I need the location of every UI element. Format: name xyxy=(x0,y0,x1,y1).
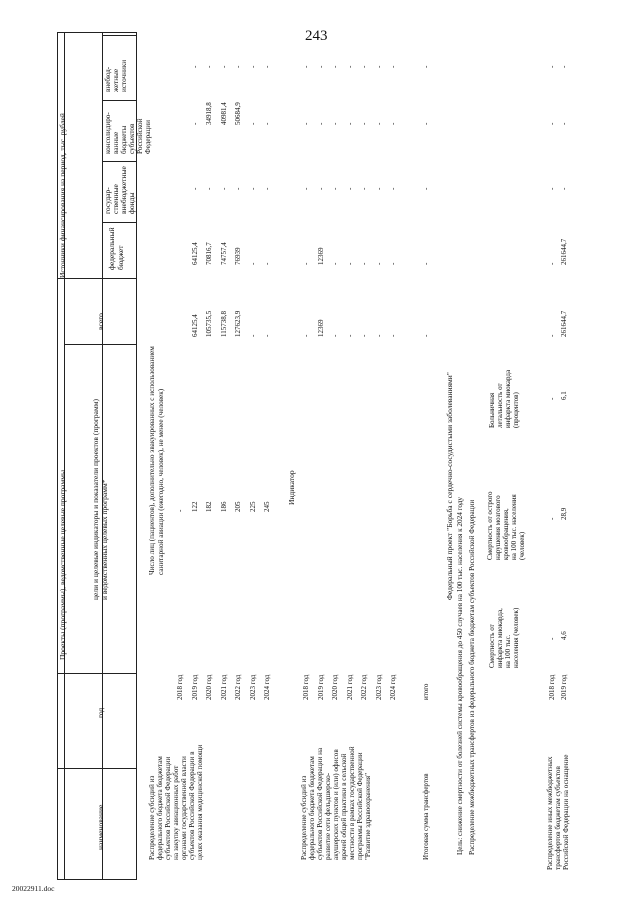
subindicator-c-line-0: Больничная xyxy=(488,392,496,428)
s2-total-3: - xyxy=(345,334,354,337)
subindicator-a-line-1: инфаркта миокарда, xyxy=(496,608,504,668)
s2-cons-5: - xyxy=(374,122,383,125)
s1-ind-1: 122 xyxy=(190,501,199,512)
transfers-total-cons: - xyxy=(422,122,430,125)
header-consolidated-line-5: Федерации xyxy=(144,120,152,154)
header-total: всего xyxy=(96,313,105,330)
s1-fed-2: 70816,7 xyxy=(205,242,213,265)
transfers-total-name: Итоговая сумма трансфертов xyxy=(422,773,430,860)
header-goals-line-1: и ведомственных целевых программ* xyxy=(100,479,109,600)
s3-extra-1: - xyxy=(560,65,568,68)
subindicator-b-line-4: (человек) xyxy=(518,531,526,560)
s2-fed-2: - xyxy=(331,262,339,265)
table-bottom-border xyxy=(57,879,137,880)
header-projects: Проекты (программы), ведомственные целевые программы xyxy=(58,469,67,660)
s2-fed-3: - xyxy=(345,262,354,265)
section1-name-line-5: субъектов Российской Федерации в xyxy=(188,751,196,860)
s2-state-1: - xyxy=(316,187,325,190)
s2-fed-1: 12369 xyxy=(316,247,325,265)
header-consolidated-line-2: бюджеты xyxy=(120,125,128,154)
section3-name-line-1: трансфертов бюджетам субъектов xyxy=(554,766,562,870)
s2-state-3: - xyxy=(345,187,354,190)
section2-name-line-0: Распределение субсидий из xyxy=(300,775,308,860)
s2-year-6: 2024 год xyxy=(389,674,397,700)
section1-name-line-4: органами государственной власти xyxy=(180,756,188,860)
s2-total-0: - xyxy=(302,334,310,337)
footer-filename: 20022911.doc xyxy=(12,884,55,893)
s3-c-0: - xyxy=(548,397,556,400)
header-federal-line-1: бюджет xyxy=(116,245,125,270)
s1-extra-5: - xyxy=(248,65,257,68)
s3-fed-0: - xyxy=(548,262,556,265)
section2-name-line-7: программы Российской Федерации xyxy=(356,752,364,860)
s3-cons-1: - xyxy=(560,122,568,125)
s1-state-1: - xyxy=(190,187,199,190)
header-consolidated-line-3: субъектов xyxy=(128,123,136,154)
subindicator-b-line-1: нарушения мозгового xyxy=(494,495,502,560)
s2-state-0: - xyxy=(302,187,310,190)
section1-name-line-2: субъектов Российской Федерации xyxy=(164,756,172,860)
header-extrabudget-line-1: жетные xyxy=(112,68,120,92)
s2-extra-2: - xyxy=(331,65,339,68)
header-consolidated-line-0: консолидиро- xyxy=(104,112,112,154)
section1-name-line-1: федерального бюджета бюджетам xyxy=(156,756,164,860)
s2-year-0: 2018 год xyxy=(302,674,310,700)
s2-year-3: 2021 год xyxy=(345,674,354,700)
s1-total-3: 115738,8 xyxy=(219,311,228,337)
s1-state-5: - xyxy=(248,187,257,190)
s3-b-1: 28,9 xyxy=(560,507,568,520)
header-name: наименование xyxy=(96,804,105,850)
s2-state-2: - xyxy=(331,187,339,190)
s2-cons-4: - xyxy=(360,122,368,125)
subindicator-c-line-2: инфаркта миокарда xyxy=(504,369,512,428)
header-sep-2 xyxy=(102,32,103,880)
s2-state-5: - xyxy=(374,187,383,190)
s1-state-4: - xyxy=(234,187,242,190)
s1-total-2: 105735,5 xyxy=(205,310,213,337)
header-state-funds-line-2: внебюджетные xyxy=(119,166,128,214)
s1-fed-3: 74757,4 xyxy=(219,242,228,265)
s1-extra-4: - xyxy=(234,65,242,68)
header-year: год xyxy=(96,707,105,718)
s2-total-4: - xyxy=(360,334,368,337)
subindicator-b-line-3: на 100 тыс. населения xyxy=(510,494,518,560)
col-sep-year-goal xyxy=(57,673,137,674)
col-sep-name-year xyxy=(57,768,137,769)
s2-total-1: 12369 xyxy=(316,319,325,337)
s1-cons-2: 34918,8 xyxy=(205,102,213,125)
header-state-funds-line-0: государ- xyxy=(103,187,112,214)
s2-cons-6: - xyxy=(389,122,397,125)
s1-extra-3: - xyxy=(219,65,228,68)
col-sep-total-fed xyxy=(57,278,137,279)
col-sep-extra-end xyxy=(102,35,137,36)
s2-cons-0: - xyxy=(302,122,310,125)
s2-year-2: 2020 год xyxy=(331,674,339,700)
transfers-total-fed: - xyxy=(422,262,430,265)
s1-year-0: 2018 год xyxy=(176,674,184,700)
section2-name-line-8: "Развитие здравоохранения" xyxy=(364,772,372,860)
s1-state-2: - xyxy=(205,187,213,190)
s2-year-5: 2023 год xyxy=(374,674,383,700)
section2-name-line-3: развитие сети фельдшерско- xyxy=(324,772,332,860)
subindicator-b-line-2: кровообращения, xyxy=(502,508,510,560)
header-goals-line-0: цели и целевые индикаторы и показатели проектов (программ) xyxy=(91,398,100,600)
section3-name-line-0: Распределение иных межбюджетных xyxy=(546,756,554,870)
s1-total-4: 127623,9 xyxy=(234,310,242,337)
header-sources: Источники финансирования на период, тыс. рублей xyxy=(58,113,67,278)
s1-cons-3: 40981,4 xyxy=(219,102,228,125)
subindicator-c-line-1: летальность от xyxy=(496,383,504,428)
s1-total-1: 64125,4 xyxy=(190,314,199,337)
s3-a-0: - xyxy=(548,637,556,640)
s1-ind-4: 205 xyxy=(234,501,242,512)
transfers-total-state: - xyxy=(422,187,430,190)
table-top-border xyxy=(57,32,137,33)
s2-extra-1: - xyxy=(316,65,325,68)
subindicator-a-line-2: на 100 тыс. xyxy=(504,634,512,668)
s2-year-4: 2022 год xyxy=(360,674,368,700)
header-consolidated-line-4: Российской xyxy=(136,118,144,154)
s1-fed-4: 76939 xyxy=(234,247,242,265)
s3-a-1: 4,6 xyxy=(560,631,568,640)
section2-name-line-6: местности в рамках государственной xyxy=(348,746,356,860)
s3-fed-1: 261644,7 xyxy=(560,238,568,265)
s1-extra-1: - xyxy=(190,65,199,68)
s1-state-3: - xyxy=(219,187,228,190)
s2-state-4: - xyxy=(360,187,368,190)
s2-extra-6: - xyxy=(389,65,397,68)
section2-name-line-5: врачей общей практики в сельской xyxy=(340,753,348,860)
s1-total-5: - xyxy=(248,334,257,337)
col-sep-state-cons xyxy=(102,161,137,162)
indicator-label: Индикатор xyxy=(287,470,296,505)
section1-name-line-6: целях оказания медицинской помощи xyxy=(196,744,204,860)
s2-total-2: - xyxy=(331,334,339,337)
table-right-border xyxy=(136,32,137,880)
transfers-total-total: - xyxy=(422,334,430,337)
s1-year-1: 2019 год xyxy=(190,674,199,700)
federal-project-title: Федеральный проект "Борьба с сердечно-сосудистыми заболеваниями" xyxy=(445,372,454,600)
page-number: 243 xyxy=(305,28,328,44)
s1-total-6: - xyxy=(263,334,271,337)
subindicator-a-line-0: Смертность от xyxy=(488,624,496,668)
s1-cons-5: - xyxy=(248,122,257,125)
s1-ind-0: - xyxy=(176,509,184,512)
header-consolidated-line-1: ванные xyxy=(112,131,120,154)
section1-name-line-3: на закупку авиационных работ xyxy=(172,765,180,860)
s1-ind-2: 182 xyxy=(205,501,213,512)
s3-b-0: - xyxy=(548,517,556,520)
s1-year-2: 2020 год xyxy=(205,674,213,700)
section2-name-line-1: федерального бюджета бюджетам xyxy=(308,756,316,860)
s2-extra-4: - xyxy=(360,65,368,68)
s3-cons-0: - xyxy=(548,122,556,125)
subindicator-b-line-0: Смертность от острого xyxy=(486,491,494,560)
s2-cons-1: - xyxy=(316,122,325,125)
federal-project-goal: Цель: снижение смертности от болезней системы кровообращения до 450 случаев на 100 тыс. населения к 2024 году xyxy=(456,497,464,855)
s2-extra-0: - xyxy=(302,65,310,68)
s2-total-5: - xyxy=(374,334,383,337)
s1-ind-3: 186 xyxy=(219,501,228,512)
section1-indicator-line-0: Число лиц (пациентов), дополнительно эвакуированных с использованием xyxy=(148,346,156,575)
s2-fed-6: - xyxy=(389,262,397,265)
s3-c-1: 6,1 xyxy=(560,391,568,400)
s2-total-6: - xyxy=(389,334,397,337)
subindicator-c-line-3: (процентов) xyxy=(512,392,520,428)
header-federal-line-0: федеральный xyxy=(107,227,116,270)
s2-year-1: 2019 год xyxy=(316,674,325,700)
header-state-funds-line-1: ственные xyxy=(111,184,120,214)
transfers-total-year: итого xyxy=(422,683,430,700)
s2-fed-4: - xyxy=(360,262,368,265)
s1-ind-5: 225 xyxy=(248,501,257,512)
subindicator-a-line-3: населения (человек) xyxy=(512,607,520,668)
col-sep-fed-state xyxy=(102,222,137,223)
s3-total-1: 261644,7 xyxy=(560,310,568,337)
header-state-funds-line-3: фонды xyxy=(127,192,136,214)
s2-fed-0: - xyxy=(302,262,310,265)
s1-cons-6: - xyxy=(263,122,271,125)
s1-year-6: 2024 год xyxy=(263,674,271,700)
s1-year-4: 2022 год xyxy=(234,674,242,700)
header-extrabudget-line-2: источники xyxy=(120,59,128,92)
section2-name-line-4: акушерских пунктов и (или) офисов xyxy=(332,749,340,860)
s2-extra-3: - xyxy=(345,65,354,68)
s3-total-0: - xyxy=(548,334,556,337)
s1-ind-6: 245 xyxy=(263,501,271,512)
s3-state-0: - xyxy=(548,187,556,190)
s1-year-5: 2023 год xyxy=(248,674,257,700)
section3-name-line-2: Российской Федерации на оснащение xyxy=(562,754,570,870)
s1-year-3: 2021 год xyxy=(219,674,228,700)
s3-extra-0: - xyxy=(548,65,556,68)
s1-cons-4: 50684,9 xyxy=(234,102,242,125)
col-sep-goal-total xyxy=(64,344,137,345)
col-sep-cons-extra xyxy=(102,100,137,101)
federal-project-distribution: Распределение межбюджетных трансфертов из федерального бюджета бюджетам субъектов Российской Федерации xyxy=(468,499,476,855)
header-extrabudget-line-0: внебюд- xyxy=(104,66,112,92)
transfers-total-extra: - xyxy=(422,65,430,68)
s3-year-0: 2018 год xyxy=(548,674,556,700)
s2-cons-2: - xyxy=(331,122,339,125)
s1-fed-5: - xyxy=(248,262,257,265)
s1-fed-6: - xyxy=(263,262,271,265)
s2-extra-5: - xyxy=(374,65,383,68)
s3-year-1: 2019 год xyxy=(560,674,568,700)
s1-fed-1: 64125,4 xyxy=(190,242,199,265)
s2-fed-5: - xyxy=(374,262,383,265)
s2-cons-3: - xyxy=(345,122,354,125)
section1-indicator-line-1: санитарной авиации (ежегодно, человек), не менее (человек) xyxy=(157,388,165,575)
s1-extra-2: - xyxy=(205,65,213,68)
s3-state-1: - xyxy=(560,187,568,190)
section2-name-line-2: субъектов Российской Федерации на xyxy=(316,747,324,860)
section1-name-line-0: Распределение субсидий из xyxy=(148,775,156,860)
s1-extra-6: - xyxy=(263,65,271,68)
s2-state-6: - xyxy=(389,187,397,190)
s1-state-6: - xyxy=(263,187,271,190)
s1-cons-1: - xyxy=(190,122,199,125)
